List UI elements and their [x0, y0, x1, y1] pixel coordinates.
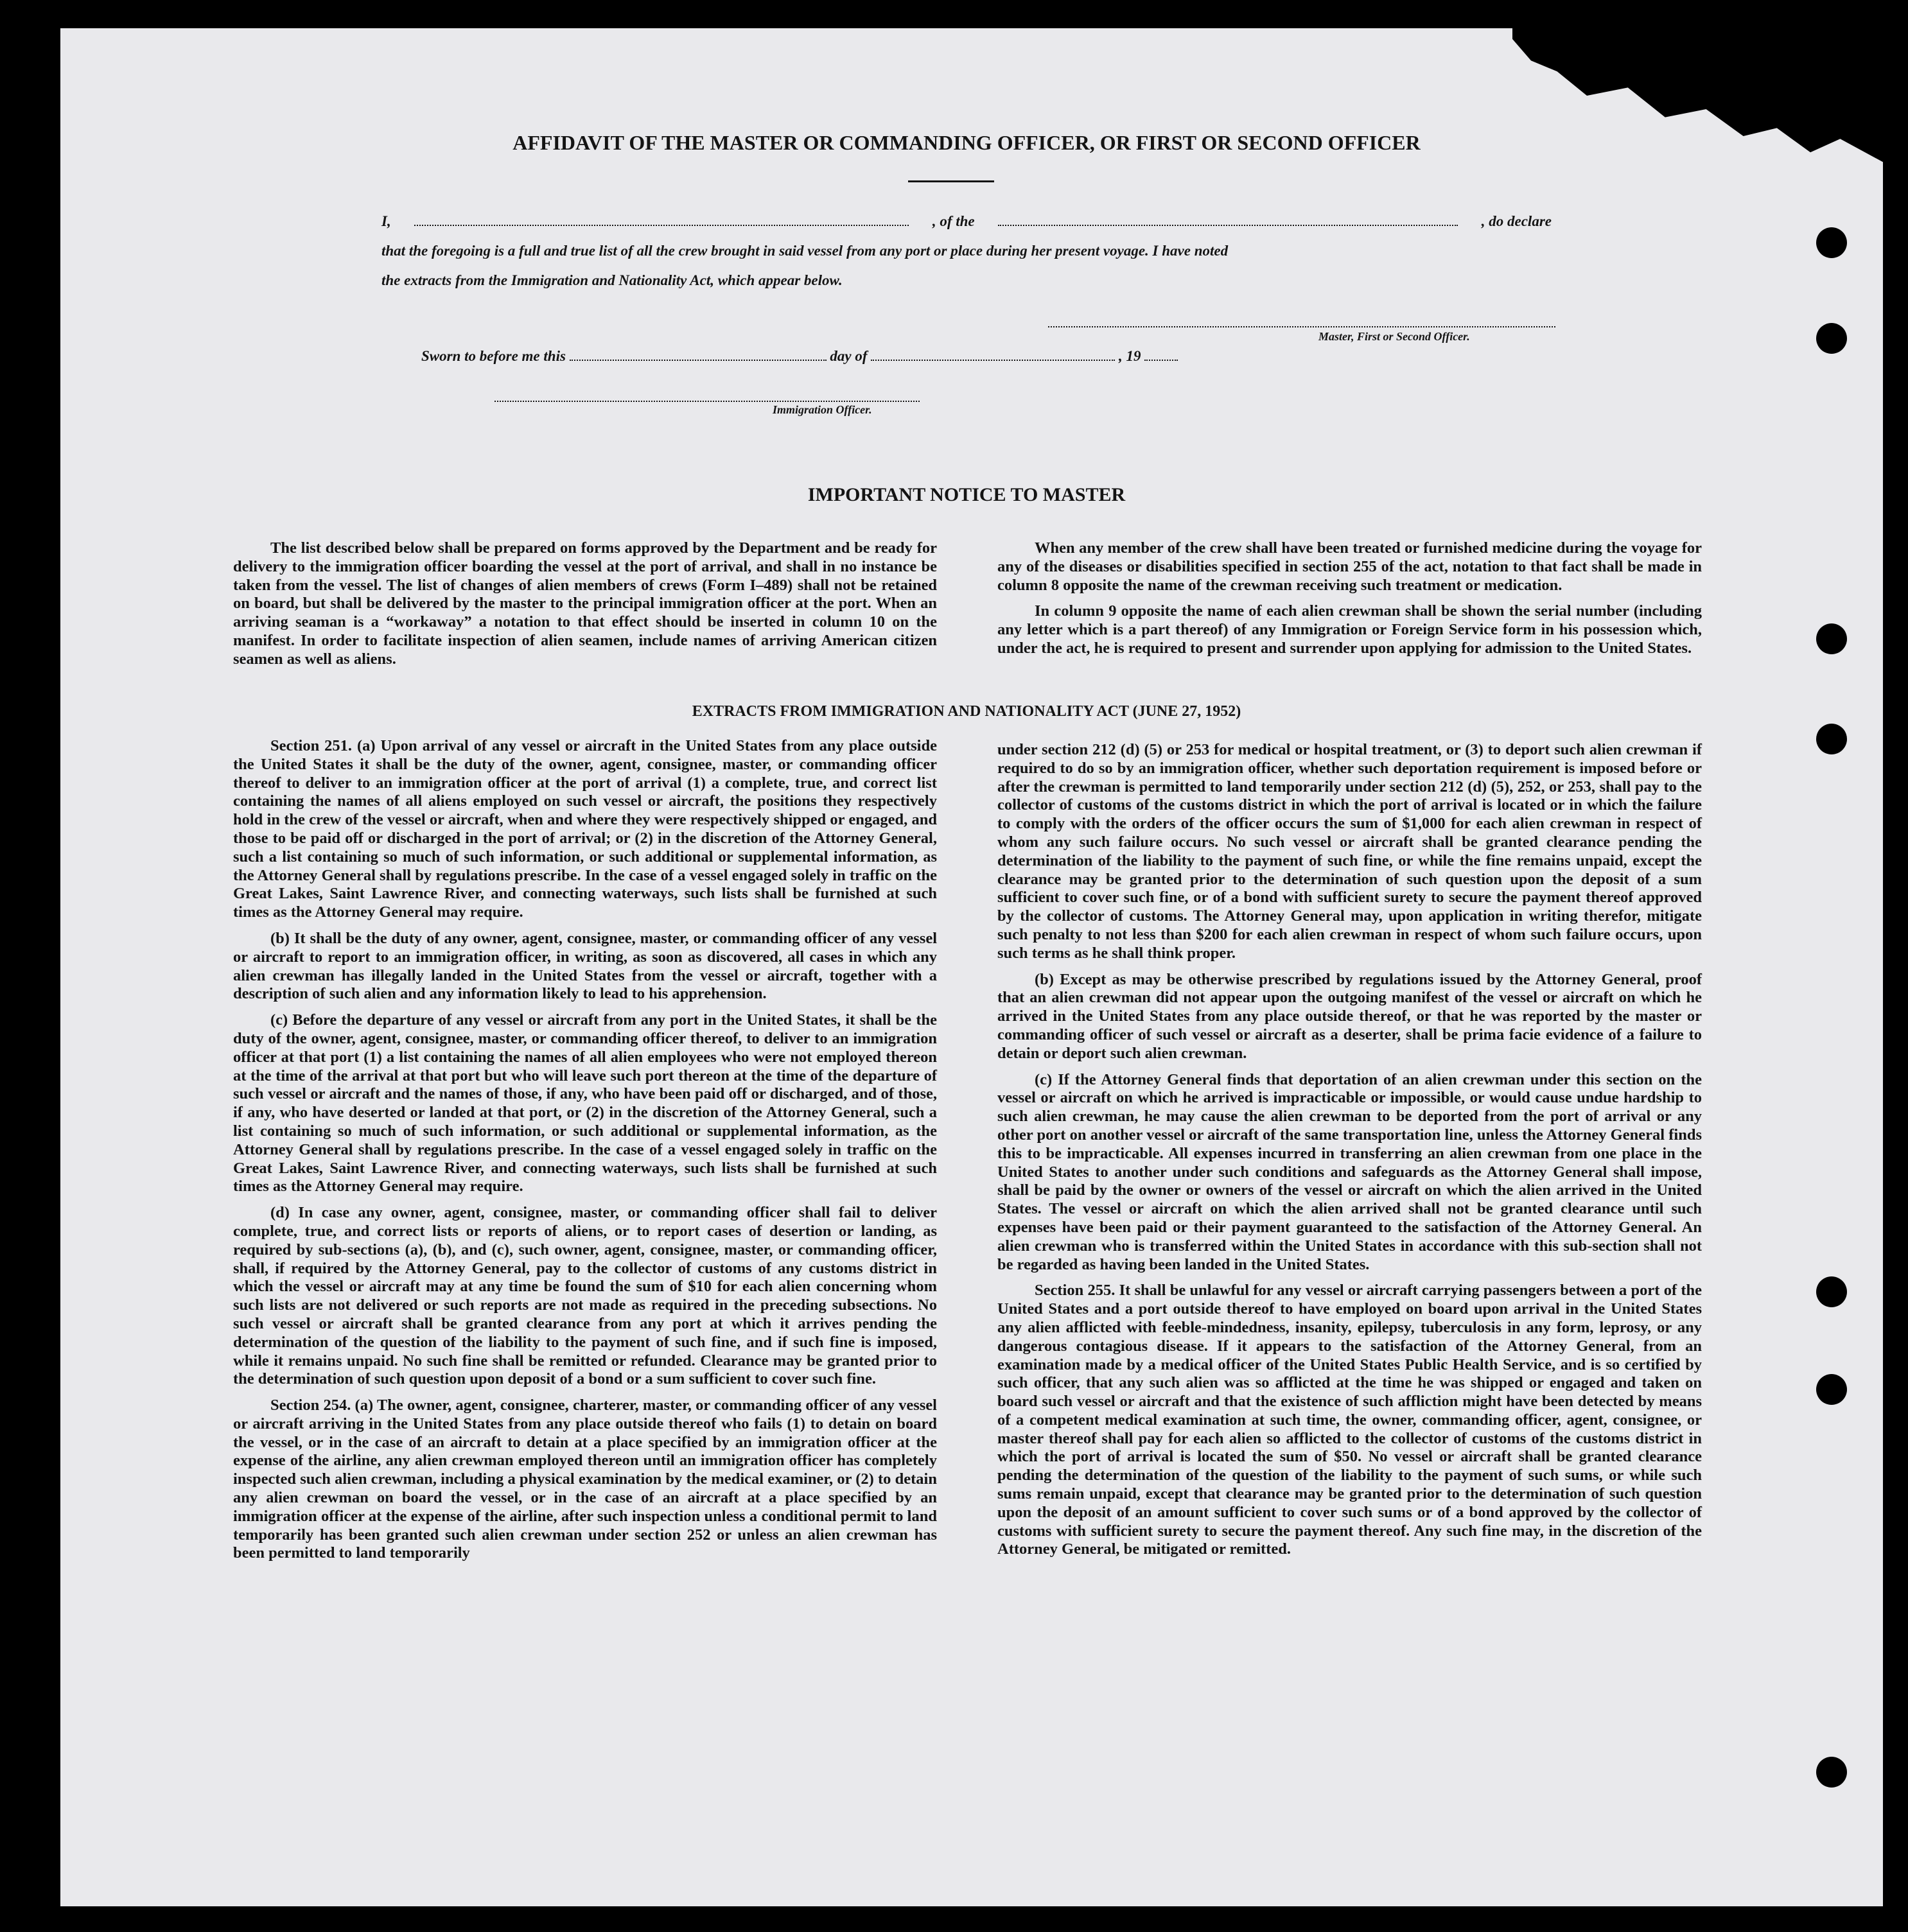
declaration-line-1: that the foregoing is a full and true list of all the crew brought in said vessel from any port or place during her present voyage. I have noted [381, 243, 1229, 259]
name-line [414, 212, 909, 226]
notice-right-paragraph-2: In column 9 opposite the name of each alien crewman shall be shown the serial number (including any letter which is a part thereof) of any Immigration or Foreign Service form in his possession which, under the act, he is required to present and surrender upon applying for admission to the United States. [997, 602, 1702, 657]
i-label: I, [381, 213, 391, 229]
declaration-fill-line [381, 207, 1552, 236]
binder-hole [1816, 1276, 1847, 1307]
day-of-label: day of [830, 348, 868, 364]
declaration [381, 207, 1552, 295]
title-rule [908, 180, 994, 182]
master-signature-line [1048, 313, 1555, 327]
do-declare-label: , do declare [1481, 213, 1552, 229]
extracts-left-column [233, 737, 937, 1563]
year-label: , 19 [1119, 348, 1141, 364]
notice-left-column [233, 539, 937, 669]
notice-title: IMPORTANT NOTICE TO MASTER [807, 484, 1126, 505]
binder-hole [1816, 323, 1847, 354]
affidavit-title: AFFIDAVIT OF THE MASTER OR COMMANDING OFFICER, OR FIRST OR SECOND OFFICER [512, 131, 1421, 154]
vessel-line [998, 212, 1458, 226]
notice-right-paragraph-1: When any member of the crew shall have been treated or furnished medicine during the voyage for any of the diseases or disabilities specified in section 255 of the act, notation to that fact shall be made in column 8 opposite the name of the crewman receiving such treatment or medication. [997, 539, 1702, 594]
section-254-c: (c) If the Attorney General finds that deportation of an alien crewman under this section on the vessel or aircraft on which he arrived is impracticable or impossible, or would cause undue hardship to such alien crewman, he may cause the alien crewman to be deported from the port of arrival or any other port on another vessel or aircraft of the same transportation line, unless the Attorney General finds this to be impracticable. All expenses incurred in transferring an alien crewman from one place in the United States to another under such conditions and safeguards as the Attorney General shall impose, shall be paid by the owner or owners of the vessel or aircraft on which the alien arrived in the United States. The vessel or aircraft on which the alien arrived shall not be granted clearance until such expenses have been paid or their payment guaranteed to the satisfaction of the Attorney General. An alien crewman who is transferred within the United States in accordance with this sub-section shall not be regarded as having been landed in the United States. [997, 1070, 1702, 1273]
binder-hole [1816, 724, 1847, 754]
binder-hole [1816, 227, 1847, 258]
extracts-title: EXTRACTS FROM IMMIGRATION AND NATIONALITY ACT (JUNE 27, 1952) [692, 703, 1241, 720]
section-254-a: Section 254. (a) The owner, agent, consignee, charterer, master, or commanding officer of any vessel or aircraft arriving in the United States from any place outside thereof who fails (1) to detain on board the vessel, or in the case of an aircraft to detain at a place specified by an immigration officer at the expense of the airline, any alien crewman employed thereon until an immigration officer has completely inspected such alien crewman, including a physical examination by the medical examiner, or (2) to detain any alien crewman on board the vessel, or in the case of an aircraft at a place specified by an immigration officer at the expense of the airline, after such inspection unless a conditional permit to land temporarily has been granted such alien crewman under section 252 or unless an alien crewman has been permitted to land temporarily [233, 1397, 937, 1562]
immigration-officer-label: Immigration Officer. [773, 403, 872, 416]
declaration-line-2: the extracts from the Immigration and Nationality Act, which appear below. [381, 272, 843, 288]
extracts-right-column [997, 741, 1702, 1559]
section-251-a: Section 251. (a) Upon arrival of any vessel or aircraft in the United States from any place outside the United States it shall be the duty of the owner, agent, consignee, master, or commanding officer thereof to deliver to an immigration officer at the port of arrival (1) a complete, true, and correct list containing the names of all aliens employed on such vessel or aircraft, the positions they respectively hold in the crew of the vessel or aircraft, when and where they were respectively shipped or engaged, and those to be paid off or discharged in the port of arrival; or (2) in the discretion of the Attorney General, such a list containing so much of such information, or such additional or supplemental information, as the Attorney General shall by regulations prescribe. In the case of a vessel engaged solely in traffic on the Great Lakes, Saint Lawrence River, and connecting waterways, such lists shall be furnished at such times as the Attorney General may require. [233, 737, 937, 921]
notice-left-paragraph: The list described below shall be prepared on forms approved by the Department and be ready for delivery to the immigration officer boarding the vessel at the port of arrival, and shall in no instance be taken from the vessel. The list of changes of alien members of crews (Form I–489) shall not be retained on board, but shall be delivered by the master to the principal immigration officer at the port. When an arriving seaman is a “workaway” a notation to that effect should be inserted in column 10 on the manifest. In order to facilitate inspection of alien seamen, include names of arriving American citizen seamen as well as aliens. [233, 539, 937, 668]
immigration-officer-line [495, 388, 920, 402]
of-the-label: , of the [932, 213, 975, 229]
section-251-b: (b) It shall be the duty of any owner, agent, consignee, master, or commanding officer of any vessel or aircraft to report to an immigration officer, in writing, as soon as discovered, all cases in which any alien crewman has illegally landed in the United States from the vessel or aircraft, together with a description of such alien and any information likely to lead to his apprehension. [233, 929, 937, 1003]
sworn-day-line [570, 347, 827, 361]
section-254-a-continued: under section 212 (d) (5) or 253 for medical or hospital treatment, or (3) to deport such alien crewman if required to do so by an immigration officer, whether such deportation requirement is imposed before or after the crewman is permitted to land temporarily under section 212 (d) (5), 252, or 253, shall pay to the collector of customs of the customs district in which the port of arrival is located or in which the failure to comply with the orders of the officer occurs the sum of $1,000 for each alien crewman in respect of whom any such failure occurs. No such vessel or aircraft shall be granted clearance pending the determination of the liability to the payment of such fine, or while the fine remains unpaid, except the clearance may be granted prior to the determination of such question upon the deposit of a sum sufficient to cover such fine, or of a bond with sufficient surety to secure the payment thereof approved by the collector of customs. The Attorney General may, upon application in writing therefor, mitigate such penalty to not less than $200 for each alien crewman in respect of whom such failure occurs, upon such terms as he shall think proper. [997, 741, 1702, 962]
binder-hole [1816, 1374, 1847, 1405]
section-251-d: (d) In case any owner, agent, consignee, master, or commanding officer shall fail to deliver complete, true, and correct lists or reports of aliens, or to report cases of desertion or landing, as required by sub-sections (a), (b), and (c), such owner, agent, consignee, master, or commanding officer, shall, if required by the Attorney General, pay to the collector of customs of any customs district in which the vessel or aircraft may at any time be found the sum of $10 for each alien concerning whom such lists are not delivered or such reports are not made as required in the preceding subsections. No such vessel or aircraft shall be granted clearance from any port at which it arrives pending the determination of the question of the liability to the payment of such fine, and if such fine is imposed, while it remains unpaid. No such fine shall be remitted or refunded. Clearance may be granted prior to the determination of such question upon deposit of a bond or a sum sufficient to cover such fine. [233, 1204, 937, 1388]
binder-hole [1816, 623, 1847, 654]
binder-hole [1816, 1757, 1847, 1788]
notice-right-column [997, 539, 1702, 658]
master-signature-label: Master, First or Second Officer. [1318, 330, 1470, 343]
sworn-label: Sworn to before me this [421, 348, 566, 364]
sworn-month-line [871, 347, 1115, 361]
section-255: Section 255. It shall be unlawful for any vessel or aircraft carrying passengers between a port of the United States and a port outside thereof to have employed on board upon arrival in the United States any alien afflicted with feeble-mindedness, insanity, epilepsy, tuberculosis in any form, leprosy, or any dangerous contagious disease. If it appears to the satisfaction of the Attorney General, from an examination made by a medical officer of the United States Public Health Service, and is so certified by such officer, that any such alien was so afflicted at the time he was shipped or engaged and taken on board such vessel or aircraft and that the existence of such affliction might have been detected by means of a competent medical examination at such time, the owner, commanding officer, agent, consignee, or master thereof shall pay for each alien so afflicted to the collector of customs of the customs district in which the port of arrival is located the sum of $50. No vessel or aircraft shall be granted clearance pending the determination of the question of the liability to the payment of such sums, or while such sums remain unpaid, except that clearance may be granted prior to the determination of such question upon the deposit of an amount sufficient to cover such sums or of a bond approved by the collector of customs with sufficient surety to secure the payment thereof. Any such fine may, in the discretion of the Attorney General, be mitigated or remitted. [997, 1282, 1702, 1558]
section-251-c: (c) Before the departure of any vessel or aircraft from any port in the United States, it shall be the duty of the owner, agent, consignee, master, or commanding officer thereof, to deliver to an immigration officer at that port (1) a list containing the names of all alien employees who were not employed thereon at the time of the arrival at that port but who will leave such port thereon at the time of the departure of such vessel or aircraft and the names of those, if any, who have been paid off or discharged, and of those, if any, who have deserted or landed at that port, or (2) in the discretion of the Attorney General, such a list containing so much of such information, or such additional or supplemental information, as the Attorney General shall by regulations prescribe. In the case of a vessel engaged solely in traffic on the Great Lakes, Saint Lawrence River, and connecting waterways, such lists shall be furnished at such times as the Attorney General may require. [233, 1011, 937, 1196]
section-254-b: (b) Except as may be otherwise prescribed by regulations issued by the Attorney General, proof that an alien crewman did not appear upon the outgoing manifest of the vessel or aircraft on which he arrived in the United States from any place outside thereof, or that he was reported by the master or commanding officer of such vessel or aircraft as a deserter, shall be prima facie evidence of a failure to detain or deport such alien crewman. [997, 970, 1702, 1062]
sworn-line [421, 347, 1178, 365]
sworn-year-line [1144, 347, 1178, 361]
